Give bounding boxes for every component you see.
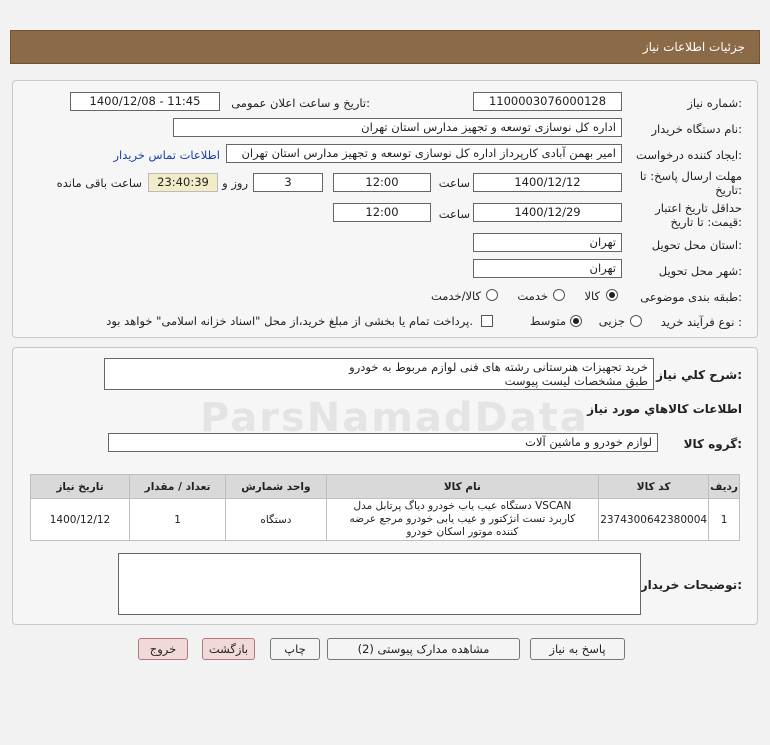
deadline-time-field: 12:00 [333,173,431,192]
page-header [10,30,760,64]
validity-time-field: 12:00 [333,203,431,222]
category-both-label: کالا/خدمت [430,289,481,303]
table-row [31,499,740,541]
reply-button[interactable]: پاسخ به نیاز [530,638,625,660]
goods-table-header [31,475,740,499]
process-label: نوع فرآیند خرید : [660,315,742,329]
creator-field: امیر بهمن آبادی کارپرداز اداره کل نوسازی توسعه و تجهیز مدارس استان تهران [226,144,622,163]
contact-buyer-link[interactable]: اطلاعات تماس خریدار [113,148,220,162]
goods-table [30,474,740,541]
cell-date: 1400/12/12 [31,499,130,541]
summary-line-1: خرید تجهیزات هنرستانی رشته های فنی لوازم مربوط به خودرو [349,360,648,374]
page-title: جزئیات اطلاعات نیاز [642,40,745,54]
city-field: تهران [473,259,622,278]
goods-heading: اطلاعات کالاهاي مورد نياز [587,402,742,416]
category-goods-label: کالا [584,289,600,303]
validity-date-field: 1400/12/29 [473,203,622,222]
province-label: استان محل تحویل: [651,238,742,252]
buyer-notes-box [118,553,641,615]
announce-field: 1400/12/08 - 11:45 [70,92,220,111]
deadline-date-field: 1400/12/12 [473,173,622,192]
col-row: ردیف [709,475,740,499]
goods-group-label: گروه کالا: [683,437,742,451]
exit-button[interactable]: خروج [138,638,188,660]
deadline-time-label: ساعت [438,176,470,190]
deadline-label-2: تاریخ: [715,183,742,197]
province-field: تهران [473,233,622,252]
process-partial-radio[interactable] [630,315,642,327]
buyer-notes-label: توضیحات خریدار: [640,578,742,592]
treasury-payment-checkbox[interactable] [481,315,493,327]
buyer-org-field: اداره کل نوسازی توسعه و تجهیز مدارس استان تهران [173,118,622,137]
process-medium-radio[interactable] [570,315,582,327]
validity-time-label: ساعت [438,207,470,221]
col-code: کد کالا [599,475,709,499]
payment-note: پرداخت تمام یا بخشی از مبلغ خرید،از محل "اسناد خزانه اسلامی" خواهد بود. [106,314,473,328]
view-documents-button[interactable]: مشاهده مدارک پیوستی (2) [327,638,520,660]
category-both-radio[interactable] [486,289,498,301]
cell-code: 2374300642380004 [599,499,709,541]
process-partial-label: جزیی [598,314,625,328]
validity-label-1: حداقل تاریخ اعتبار [655,201,742,215]
goods-group-field: لوازم خودرو و ماشین آلات [108,433,658,452]
deadline-label-1: مهلت ارسال پاسخ: تا [639,169,742,183]
col-unit: واحد شمارش [226,475,326,499]
remaining-time-field: 23:40:39 [148,173,218,192]
need-number-label: شماره نیاز: [687,96,742,110]
days-label: روز و [222,176,248,190]
col-date: تاریخ نیاز [31,475,130,499]
cell-row: 1 [709,499,740,541]
print-button[interactable]: چاپ [270,638,320,660]
category-label: طبقه بندی موضوعی: [640,290,742,304]
creator-label: ایجاد کننده درخواست: [636,148,742,162]
category-service-radio[interactable] [553,289,565,301]
need-number-field: 1100003076000128 [473,92,622,111]
col-qty: تعداد / مقدار [129,475,225,499]
cell-unit: دستگاه [226,499,326,541]
category-goods-radio[interactable] [606,289,618,301]
cell-qty: 1 [129,499,225,541]
process-medium-label: متوسط [529,314,566,328]
back-button[interactable]: بازگشت [202,638,255,660]
summary-box [104,358,654,390]
days-field: 3 [253,173,323,192]
col-name: نام کالا [326,475,599,499]
city-label: شهر محل تحویل: [658,264,742,278]
remaining-label: ساعت باقی مانده [56,176,142,190]
announce-label: تاریخ و ساعت اعلان عمومی: [231,96,370,110]
category-service-label: خدمت [517,289,548,303]
summary-line-2: طبق مشخصات لیست پیوست [504,374,648,388]
cell-name: دستگاه عیب یاب خودرو دیاگ پرتابل مدل VSCAN کاربرد تست انژکتور و عیب یابی خودرو مرجع عرضه کننده موتور اسکان خودرو [326,499,599,541]
summary-label: شرح کلي نياز: [656,368,742,382]
buyer-org-label: نام دستگاه خریدار: [651,122,742,136]
validity-label-2: قیمت: تا تاریخ: [670,215,742,229]
